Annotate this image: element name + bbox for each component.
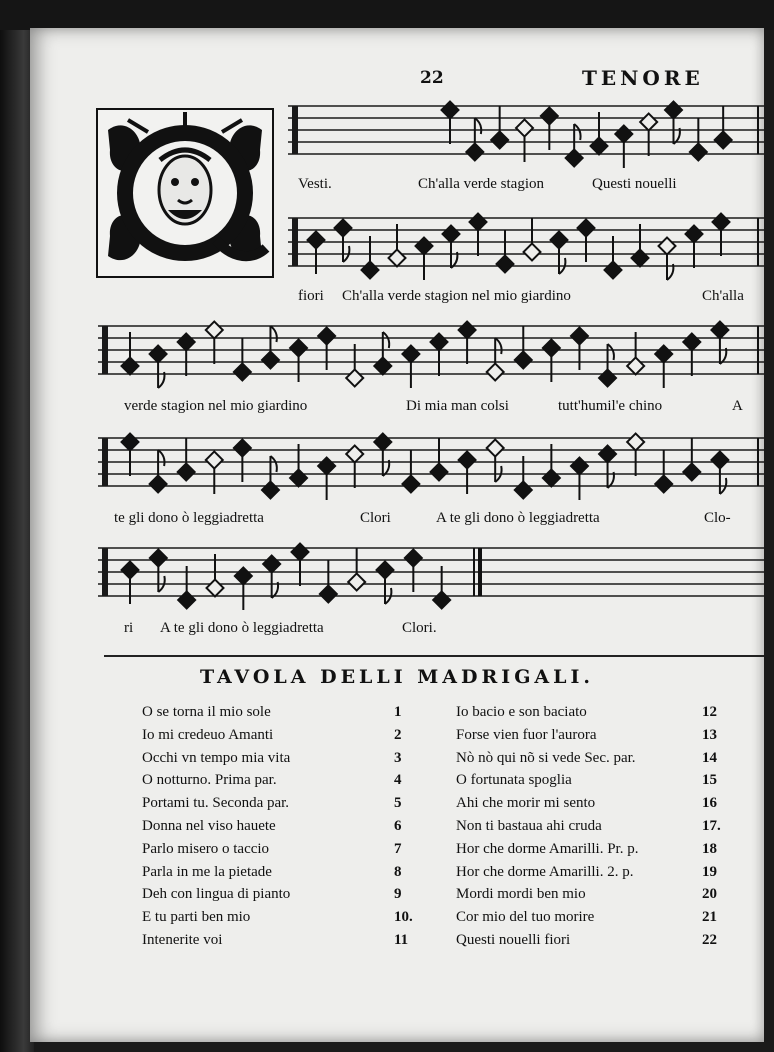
lyric-segment: te gli dono ò leggiadretta (114, 510, 264, 526)
table-row (456, 886, 752, 909)
madrigal-page-number: 15 (702, 772, 717, 789)
note (713, 214, 730, 256)
madrigal-title: Nò nò qui nõ si vede Sec. par. (456, 749, 636, 766)
note (690, 118, 707, 160)
note (571, 458, 588, 500)
madrigal-page-number: 16 (702, 795, 717, 812)
note (150, 346, 167, 388)
madrigal-page-number: 19 (702, 863, 717, 880)
note (348, 548, 365, 590)
lyric-segment: Ch'alla (702, 288, 744, 304)
madrigal-page-number: 10. (394, 909, 413, 926)
note (292, 544, 309, 586)
madrigal-page-number: 21 (702, 909, 717, 926)
lyric-segment: Clo- (704, 510, 731, 526)
madrigal-title: O se torna il mio sole (142, 704, 271, 720)
note (442, 102, 459, 144)
table-row (142, 727, 442, 750)
page-number: 22 (420, 68, 444, 88)
staff (98, 434, 764, 500)
madrigal-title: Forse vien fuor l'aurora (456, 726, 597, 743)
note (711, 452, 728, 494)
table-left-column (142, 704, 442, 955)
table-row (142, 772, 442, 795)
madrigal-title: Parla in me la pietade (142, 863, 272, 880)
table-row (142, 750, 442, 773)
table-row (456, 932, 752, 955)
lyric-segment: Ch'alla verde stagion nel mio giardino (342, 288, 571, 304)
note (470, 214, 487, 256)
table-right-column (456, 704, 752, 955)
note (206, 322, 223, 364)
table-row (142, 886, 442, 909)
lyric-segment: Questi nouelli (592, 176, 677, 192)
table-row (456, 750, 752, 773)
note (150, 450, 167, 492)
madrigal-page-number: 9 (394, 886, 402, 903)
note (655, 346, 672, 388)
table-row (142, 704, 442, 727)
note (466, 118, 483, 160)
lyric-segment: tutt'humil'e chino (558, 398, 663, 414)
note (122, 434, 139, 476)
madrigal-title: Hor che dorme Amarilli. 2. p. (456, 863, 634, 880)
staff (288, 102, 764, 168)
note (551, 232, 568, 274)
note (497, 230, 514, 272)
note (599, 446, 616, 488)
note (659, 238, 676, 280)
table-row (456, 841, 752, 864)
note (206, 452, 223, 494)
note (150, 550, 167, 592)
madrigal-title: O fortunata spoglia (456, 772, 572, 789)
madrigal-page-number: 6 (394, 817, 402, 834)
table-row (142, 795, 442, 818)
lyric-segment: Clori. (402, 620, 437, 636)
voice-part-title: TENORE (582, 66, 704, 90)
note (335, 220, 352, 262)
note (487, 440, 504, 482)
table-row (456, 772, 752, 795)
note (578, 220, 595, 262)
madrigal-title: Intenerite voi (142, 931, 223, 948)
note (541, 108, 558, 150)
madrigal-page-number: 2 (394, 726, 402, 743)
note (234, 440, 251, 482)
madrigal-page-number: 5 (394, 795, 402, 812)
section-divider (104, 655, 764, 657)
note (543, 340, 560, 382)
note (627, 434, 644, 476)
note (515, 326, 532, 368)
note (655, 450, 672, 492)
madrigal-title: Parlo misero o taccio (142, 840, 270, 857)
madrigal-page-number: 11 (394, 931, 409, 948)
madrigal-page-number: 7 (394, 840, 402, 857)
note (487, 338, 504, 380)
lyric-segment: verde stagion nel mio giardino (124, 398, 308, 414)
madrigal-page-number: 13 (702, 726, 717, 743)
note (665, 102, 682, 144)
madrigal-title: Portami tu. Seconda par. (142, 795, 290, 812)
madrigal-page-number: 17. (702, 817, 721, 834)
note (443, 226, 460, 268)
note (290, 340, 307, 382)
lyric-segment: A te gli dono ò leggiadretta (436, 510, 600, 526)
note (262, 326, 279, 368)
madrigal-page-number: 14 (702, 749, 717, 766)
note (491, 106, 508, 148)
table-row (456, 864, 752, 887)
table-row (142, 841, 442, 864)
madrigal-title: Deh con lingua di pianto (142, 886, 291, 903)
note (122, 562, 139, 604)
note (318, 458, 335, 500)
madrigal-page-number: 8 (394, 863, 402, 880)
madrigal-title: Non ti bastaua ahi cruda (456, 817, 602, 834)
table-row (142, 909, 442, 932)
lyric-segment: Ch'alla verde stagion (418, 176, 544, 192)
madrigal-title: O notturno. Prima par. (142, 772, 277, 789)
staff (98, 322, 764, 388)
note (405, 550, 422, 592)
lyric-segment: Clori (360, 510, 391, 526)
lyric-segment: A (732, 398, 743, 414)
lyric-segment: A te gli dono ò leggiadretta (160, 620, 324, 636)
table-row (456, 818, 752, 841)
madrigal-title: Ahi che morir mi sento (456, 795, 596, 812)
madrigal-page-number: 1 (394, 704, 402, 720)
note (640, 114, 657, 156)
madrigal-page-number: 4 (394, 772, 402, 789)
lyric-segment: ri (124, 620, 134, 636)
note (516, 120, 533, 162)
note (178, 438, 195, 480)
book-page (30, 28, 764, 1042)
note (459, 322, 476, 364)
note (402, 346, 419, 388)
madrigal-page-number: 12 (702, 704, 717, 720)
madrigal-title: Mordi mordi ben mio (456, 886, 586, 903)
note (715, 106, 732, 148)
staff (288, 214, 764, 280)
madrigal-title: Occhi vn tempo mia vita (142, 749, 291, 766)
note (459, 452, 476, 494)
note (431, 438, 448, 480)
madrigal-title: E tu parti ben mio (142, 909, 251, 926)
madrigal-title: Cor mio del tuo morire (456, 909, 595, 926)
note (686, 226, 703, 268)
note (402, 450, 419, 492)
madrigal-page-number: 22 (702, 931, 717, 948)
madrigal-page-number: 18 (702, 840, 717, 857)
note (524, 218, 541, 260)
note (683, 334, 700, 376)
table-row (456, 704, 752, 727)
note (571, 328, 588, 370)
madrigal-page-number: 20 (702, 886, 717, 903)
note (377, 562, 394, 604)
note (615, 126, 632, 168)
note (320, 560, 337, 602)
table-row (142, 932, 442, 955)
table-title: TAVOLA DELLI MADRIGALI. (199, 666, 595, 688)
note (318, 328, 335, 370)
note (346, 446, 363, 488)
madrigal-title: Donna nel viso hauete (142, 817, 276, 834)
table-row (142, 818, 442, 841)
note (416, 238, 433, 280)
music-staves (30, 28, 764, 668)
table-row (456, 909, 752, 932)
lyric-segment: Di mia man colsi (406, 398, 509, 414)
table-row (456, 795, 752, 818)
note (308, 232, 325, 274)
note (683, 438, 700, 480)
note (178, 334, 195, 376)
madrigal-title: Questi nouelli fiori (456, 931, 571, 948)
note (711, 322, 728, 364)
madrigal-title: Hor che dorme Amarilli. Pr. p. (456, 840, 639, 857)
note (431, 334, 448, 376)
table-row (142, 864, 442, 887)
madrigal-page-number: 3 (394, 749, 402, 766)
note (374, 434, 391, 476)
madrigal-title: Io mi credeuo Amanti (142, 726, 274, 743)
note (263, 556, 280, 598)
table-row (456, 727, 752, 750)
lyric-segment: fiori (298, 288, 324, 304)
madrigal-title: Io bacio e son baciato (456, 704, 587, 720)
lyric-segment: Vesti. (298, 176, 332, 192)
staff (98, 544, 764, 610)
note (235, 568, 252, 610)
book-spine (0, 0, 34, 1052)
top-shadow (0, 0, 774, 30)
note (234, 338, 251, 380)
